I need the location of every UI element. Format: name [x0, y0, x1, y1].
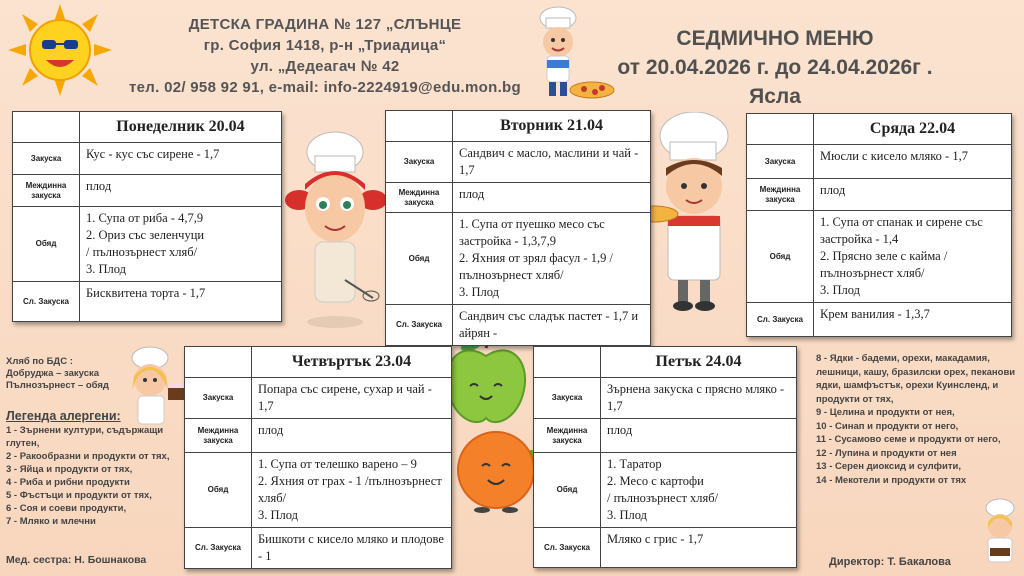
- meal-label-afternoon: Сл. Закуска: [534, 528, 601, 568]
- legend-title: Легенда алергени:: [6, 409, 121, 423]
- legend-item: 3 - Яйца и продукти от тях,: [6, 464, 133, 475]
- day-title: Понеделник 20.04: [80, 112, 282, 143]
- meal-label-breakfast: Закуска: [534, 378, 601, 419]
- address-city: гр. София 1418, р-н „Триадица“: [203, 37, 447, 54]
- legend-item: 2 - Ракообразни и продукти от тях,: [6, 451, 170, 462]
- breakfast-value: Мюсли с кисело мляко - 1,7: [814, 145, 1012, 179]
- legend-item: 13 - Серен диоксид и сулфити,: [816, 461, 961, 472]
- breakfast-value: Кус - кус със сирене - 1,7: [80, 143, 282, 175]
- legend-item: 6 - Соя и соеви продукти,: [6, 503, 127, 514]
- snack-value: плод: [80, 175, 282, 207]
- bread-note: [6, 356, 109, 392]
- meal-label-lunch: Обяд: [747, 211, 814, 303]
- legend-item: 12 - Лупина и продукти от нея: [816, 447, 957, 459]
- menu-table-monday: [12, 111, 282, 322]
- lunch-line: 3. Плод: [607, 508, 648, 522]
- day-title: Четвъртък 23.04: [252, 347, 452, 378]
- meal-label-snack: Междинна закуска: [534, 419, 601, 453]
- bread-note-line: Пълнозърнест – обяд: [6, 380, 109, 391]
- menu-table-friday: [533, 346, 797, 568]
- breakfast-value: Зърнена закуска с прясно мляко - 1,7: [601, 378, 797, 419]
- contacts: тел. 02/ 958 92 91, e-mail: info-2224919@edu.mon.bg: [129, 79, 521, 96]
- lunch-line: 3. Плод: [459, 285, 500, 299]
- bread-note-line: Добруджа – закуска: [6, 368, 100, 379]
- meal-label-lunch: Обяд: [13, 207, 80, 282]
- meal-label-snack: Междинна закуска: [747, 179, 814, 211]
- small-chef-icon: [978, 498, 1022, 574]
- menu-table-wednesday: [746, 113, 1012, 337]
- menu-table-thursday: [184, 346, 452, 569]
- meal-label-breakfast: Закуска: [185, 378, 252, 419]
- meal-label-snack: Междинна закуска: [13, 175, 80, 207]
- menu-dates: от 20.04.2026 г. до 24.04.2026г .: [617, 56, 933, 79]
- meal-label-afternoon: Сл. Закуска: [386, 305, 453, 346]
- lunch-line: 1. Супа от пуешко месо със застройка - 1,3,7,9: [459, 217, 605, 248]
- lunch-line: 1. Супа от спанак и сирене със застройка - 1,4: [820, 215, 983, 246]
- chef-boy-pizza-icon: [520, 4, 620, 104]
- kindergarten-header: [110, 14, 540, 98]
- allergen-legend: [6, 410, 186, 528]
- kindergarten-name: ДЕТСКА ГРАДИНА № 127 „СЛЪНЦЕ: [188, 16, 462, 33]
- lunch-line: 1. Супа от риба - 4,7,9: [86, 211, 204, 225]
- meal-label-afternoon: Сл. Закуска: [13, 282, 80, 322]
- lunch-line: 2. Прясно зеле с кайма /пълнозърнест хляб/: [820, 249, 948, 280]
- meal-label-lunch: Обяд: [386, 213, 453, 305]
- snack-value: плод: [814, 179, 1012, 211]
- bread-note-line: Хляб по БДС :: [6, 356, 73, 367]
- breakfast-value: Сандвич с масло, маслини и чай - 1,7: [453, 142, 651, 183]
- meal-label-afternoon: Сл. Закуска: [185, 528, 252, 569]
- meal-label-snack: Междинна закуска: [185, 419, 252, 453]
- lunch-line: 1. Супа от телешко варено – 9: [258, 457, 417, 471]
- lunch-line: 2. Ориз със зеленчуци: [86, 228, 205, 242]
- legend-item: 1 - Зърнени култури, съдържащи глутен,: [6, 425, 164, 449]
- meal-label-lunch: Обяд: [185, 453, 252, 528]
- meal-label-breakfast: Закуска: [386, 142, 453, 183]
- afternoon-value: Бисквитена торта - 1,7: [80, 282, 282, 322]
- lunch-value: [453, 213, 651, 305]
- nurse-signature: Мед. сестра: Н. Бошнакова: [6, 554, 147, 566]
- day-title: Петък 24.04: [601, 347, 797, 378]
- lunch-line: 1. Таратор: [607, 457, 662, 471]
- lunch-value: [601, 453, 797, 528]
- legend-item: 7 - Мляко и млечни: [6, 516, 96, 527]
- legend-item: 9 - Целина и продукти от нея,: [816, 407, 955, 418]
- meal-label-breakfast: Закуска: [13, 143, 80, 175]
- legend-item: 8 - Ядки - бадеми, орехи, макадамия, лешници, кашу, бразилски орех, пеканови ядки, шамфъстък, орехи Куинсленд, и продукти от тях,: [816, 353, 1016, 405]
- menu-title: [600, 24, 950, 111]
- lunch-value: [252, 453, 452, 528]
- day-title: Сряда 22.04: [814, 114, 1012, 145]
- legend-item: 10 - Синап и продукти от него,: [816, 420, 959, 432]
- lunch-line: / пълнозърнест хляб/: [607, 491, 719, 505]
- lunch-value: [80, 207, 282, 282]
- legend-item: 5 - Фъстъци и продукти от тях,: [6, 490, 152, 501]
- lunch-value: [814, 211, 1012, 303]
- director-signature: Директор: Т. Бакалова: [829, 556, 951, 568]
- snack-value: плод: [601, 419, 797, 453]
- breakfast-value: Попара със сирене, сухар и чай - 1,7: [252, 378, 452, 419]
- lunch-line: 2. Месо с картофи: [607, 474, 704, 488]
- snack-value: плод: [453, 183, 651, 213]
- lunch-line: 2. Яхния от грах - 1 /пълнозърнест хляб/: [258, 474, 442, 505]
- address-street: ул. „Дедеагач № 42: [250, 58, 400, 75]
- lunch-line: 2. Яхния от зрял фасул - 1,9 /пълнозърнест хляб/: [459, 251, 613, 282]
- legend-item: 4 - Риба и рибни продукти: [6, 477, 130, 488]
- afternoon-value: Сандвич със сладък пастет - 1,7 и айрян -: [453, 305, 651, 346]
- afternoon-value: Бишкоти с кисело мляко и плодове - 1: [252, 528, 452, 569]
- meal-label-breakfast: Закуска: [747, 145, 814, 179]
- snack-value: плод: [252, 419, 452, 453]
- lunch-line: / пълнозърнест хляб/: [86, 245, 198, 259]
- menu-group: Ясла: [749, 85, 801, 108]
- meal-label-afternoon: Сл. Закуска: [747, 303, 814, 337]
- sun-icon: [8, 4, 112, 96]
- meal-label-lunch: Обяд: [534, 453, 601, 528]
- lunch-line: 3. Плод: [86, 262, 127, 276]
- allergen-legend-right: [816, 352, 1016, 487]
- lunch-line: 3. Плод: [258, 508, 299, 522]
- chef-girl-icon: [285, 130, 387, 330]
- afternoon-value: Мляко с грис - 1,7: [601, 528, 797, 568]
- legend-item: 14 - Мекотели и продукти от тях: [816, 474, 967, 486]
- menu-title-text: СЕДМИЧНО МЕНЮ: [676, 27, 874, 50]
- menu-table-tuesday: [385, 110, 651, 346]
- legend-item: 11 - Сусамово семе и продукти от него,: [816, 434, 1001, 445]
- afternoon-value: Крем ванилия - 1,3,7: [814, 303, 1012, 337]
- day-title: Вторник 21.04: [453, 111, 651, 142]
- lunch-line: 3. Плод: [820, 283, 861, 297]
- meal-label-snack: Междинна закуска: [386, 183, 453, 213]
